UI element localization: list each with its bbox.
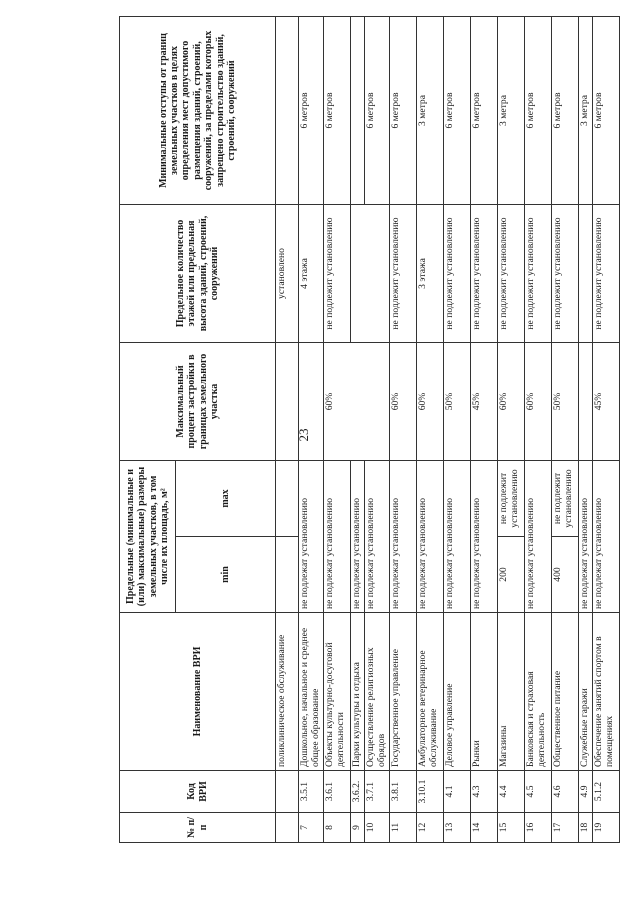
row-num: 9 <box>350 813 364 843</box>
header-code: Код ВРИ <box>120 771 276 813</box>
row-num: 11 <box>389 813 416 843</box>
row-minmax: не подлежат установлению <box>578 460 592 612</box>
row-name: Служебные гаражи <box>578 613 592 771</box>
row-name: Объекты культурно-досуговой деятельности <box>323 613 350 771</box>
row-code <box>276 771 299 813</box>
row-percent <box>276 342 299 460</box>
header-name: Наименование ВРИ <box>120 613 276 771</box>
row-percent: 50% <box>551 342 578 460</box>
row-code: 4.6 <box>551 771 578 813</box>
table-row <box>276 16 299 842</box>
row-num: 14 <box>470 813 497 843</box>
row-percent: 60% <box>416 342 443 460</box>
table-row <box>592 16 619 842</box>
row-code: 4.5 <box>524 771 551 813</box>
row-setback: 3 метра <box>497 16 524 204</box>
row-minmax: не подлежат установлению <box>323 460 350 612</box>
row-percent: 60% <box>524 342 551 460</box>
table-row <box>443 16 470 842</box>
row-name: Государственное управление <box>389 613 416 771</box>
header-floors: Предельное количество этажей или предельная высота зданий, строений, сооружений <box>120 204 276 342</box>
zoning-parameters-table <box>119 16 620 843</box>
row-setback: 6 метров <box>470 16 497 204</box>
row-code: 4.1 <box>443 771 470 813</box>
page-number: 23 <box>296 428 311 442</box>
row-setback: 6 метров <box>524 16 551 204</box>
row-setback: 6 метров <box>323 16 350 204</box>
row-floors <box>578 204 592 342</box>
row-max: не подлежит установлению <box>551 460 578 536</box>
row-floors: не подлежит установлению <box>551 204 578 342</box>
row-minmax: не подлежат установлению <box>299 460 324 612</box>
row-percent <box>299 342 324 460</box>
row-minmax: не подлежат установлению <box>364 460 389 612</box>
header-num: № п/п <box>120 813 276 843</box>
table-row <box>497 16 524 842</box>
row-minmax: не подлежат установлению <box>416 460 443 612</box>
row-minmax: не подлежат установлению <box>470 460 497 612</box>
table-row <box>323 16 350 842</box>
row-num: 7 <box>299 813 324 843</box>
row-minmax: не подлежат установлению <box>389 460 416 612</box>
row-setback: 6 метров <box>592 16 619 204</box>
row-name: Дошкольное, начальное и среднее общее образование <box>299 613 324 771</box>
table-row <box>299 16 324 842</box>
row-percent: 60% <box>323 342 389 460</box>
row-floors: 4 этажа <box>299 204 324 342</box>
row-num: 8 <box>323 813 350 843</box>
row-num: 13 <box>443 813 470 843</box>
header-max: max <box>176 460 276 536</box>
row-num: 19 <box>592 813 619 843</box>
table-row <box>416 16 443 842</box>
row-setback <box>276 16 299 204</box>
row-floors: установлено <box>276 204 299 342</box>
row-code: 5.1.2 <box>592 771 619 813</box>
row-setback: 6 метров <box>389 16 416 204</box>
row-min: 200 <box>497 537 524 613</box>
row-percent <box>578 342 592 460</box>
row-floors: не подлежит установлению <box>389 204 416 342</box>
rotated-page <box>57 0 640 860</box>
row-percent: 60% <box>497 342 524 460</box>
row-name: Общественное питание <box>551 613 578 771</box>
row-name: Магазины <box>497 613 524 771</box>
row-max <box>276 460 299 536</box>
row-floors <box>350 204 389 342</box>
row-code: 3.6.2. <box>350 771 364 813</box>
table-row <box>524 16 551 842</box>
row-code: 4.3 <box>470 771 497 813</box>
row-floors: не подлежит установлению <box>592 204 619 342</box>
row-floors: не подлежит установлению <box>323 204 350 342</box>
row-num <box>276 813 299 843</box>
row-name: Осуществление религиозных обрядов <box>364 613 389 771</box>
row-setback: 3 метра <box>416 16 443 204</box>
header-sizes: Предельные (минимальные и (или) максимальные) размеры земельных участков, в том числе их площадь, м² <box>120 460 176 612</box>
row-floors: 3 этажа <box>416 204 443 342</box>
row-num: 10 <box>364 813 389 843</box>
row-floors: не подлежит установлению <box>524 204 551 342</box>
row-setback <box>350 16 364 204</box>
row-num: 12 <box>416 813 443 843</box>
row-num: 17 <box>551 813 578 843</box>
row-minmax: не подлежат установлению <box>524 460 551 612</box>
row-percent: 50% <box>443 342 470 460</box>
row-percent: 60% <box>389 342 416 460</box>
table-row <box>389 16 416 842</box>
table-row <box>578 16 592 842</box>
row-percent: 45% <box>470 342 497 460</box>
row-minmax: не подлежат установлению <box>443 460 470 612</box>
header-setback: Минимальные отступы от границ земельных участков в целях определения мест допустимого размещения зданий, строений, сооружений, за пределами которых запрещено строительство зданий, строений, сооружений <box>120 16 276 204</box>
table-row <box>470 16 497 842</box>
row-setback: 3 метра <box>578 16 592 204</box>
row-minmax: не подлежат установлению <box>350 460 364 612</box>
row-min <box>276 537 299 613</box>
row-name: Банковская и страховая деятельность <box>524 613 551 771</box>
row-floors: не подлежит установлению <box>470 204 497 342</box>
row-code: 4.4 <box>497 771 524 813</box>
row-name: Рынки <box>470 613 497 771</box>
row-name: Деловое управление <box>443 613 470 771</box>
row-name: Амбулаторное ветеринарное обслуживание <box>416 613 443 771</box>
row-percent: 45% <box>592 342 619 460</box>
row-num: 18 <box>578 813 592 843</box>
row-minmax: не подлежат установлению <box>592 460 619 612</box>
row-setback: 6 метров <box>551 16 578 204</box>
row-code: 3.8.1 <box>389 771 416 813</box>
row-name: Обеспечение занятий спортом в помещениях <box>592 613 619 771</box>
row-num: 15 <box>497 813 524 843</box>
row-code: 3.5.1 <box>299 771 324 813</box>
header-min: min <box>176 537 276 613</box>
row-name: Парки культуры и отдыха <box>350 613 364 771</box>
table-row <box>551 16 578 842</box>
row-setback: 6 метров <box>364 16 389 204</box>
row-min: 400 <box>551 537 578 613</box>
row-code: 3.7.1 <box>364 771 389 813</box>
row-num: 16 <box>524 813 551 843</box>
row-setback: 6 метров <box>443 16 470 204</box>
row-setback: 6 метров <box>299 16 324 204</box>
row-max: не подлежит установлению <box>497 460 524 536</box>
row-name: поликлиническое обслуживание <box>276 613 299 771</box>
row-code: 3.10.1 <box>416 771 443 813</box>
row-floors: не подлежит установлению <box>497 204 524 342</box>
row-code: 3.6.1 <box>323 771 350 813</box>
row-code: 4.9 <box>578 771 592 813</box>
row-floors: не подлежит установлению <box>443 204 470 342</box>
header-percent: Максимальный процент застройки в границах земельного участка <box>120 342 276 460</box>
